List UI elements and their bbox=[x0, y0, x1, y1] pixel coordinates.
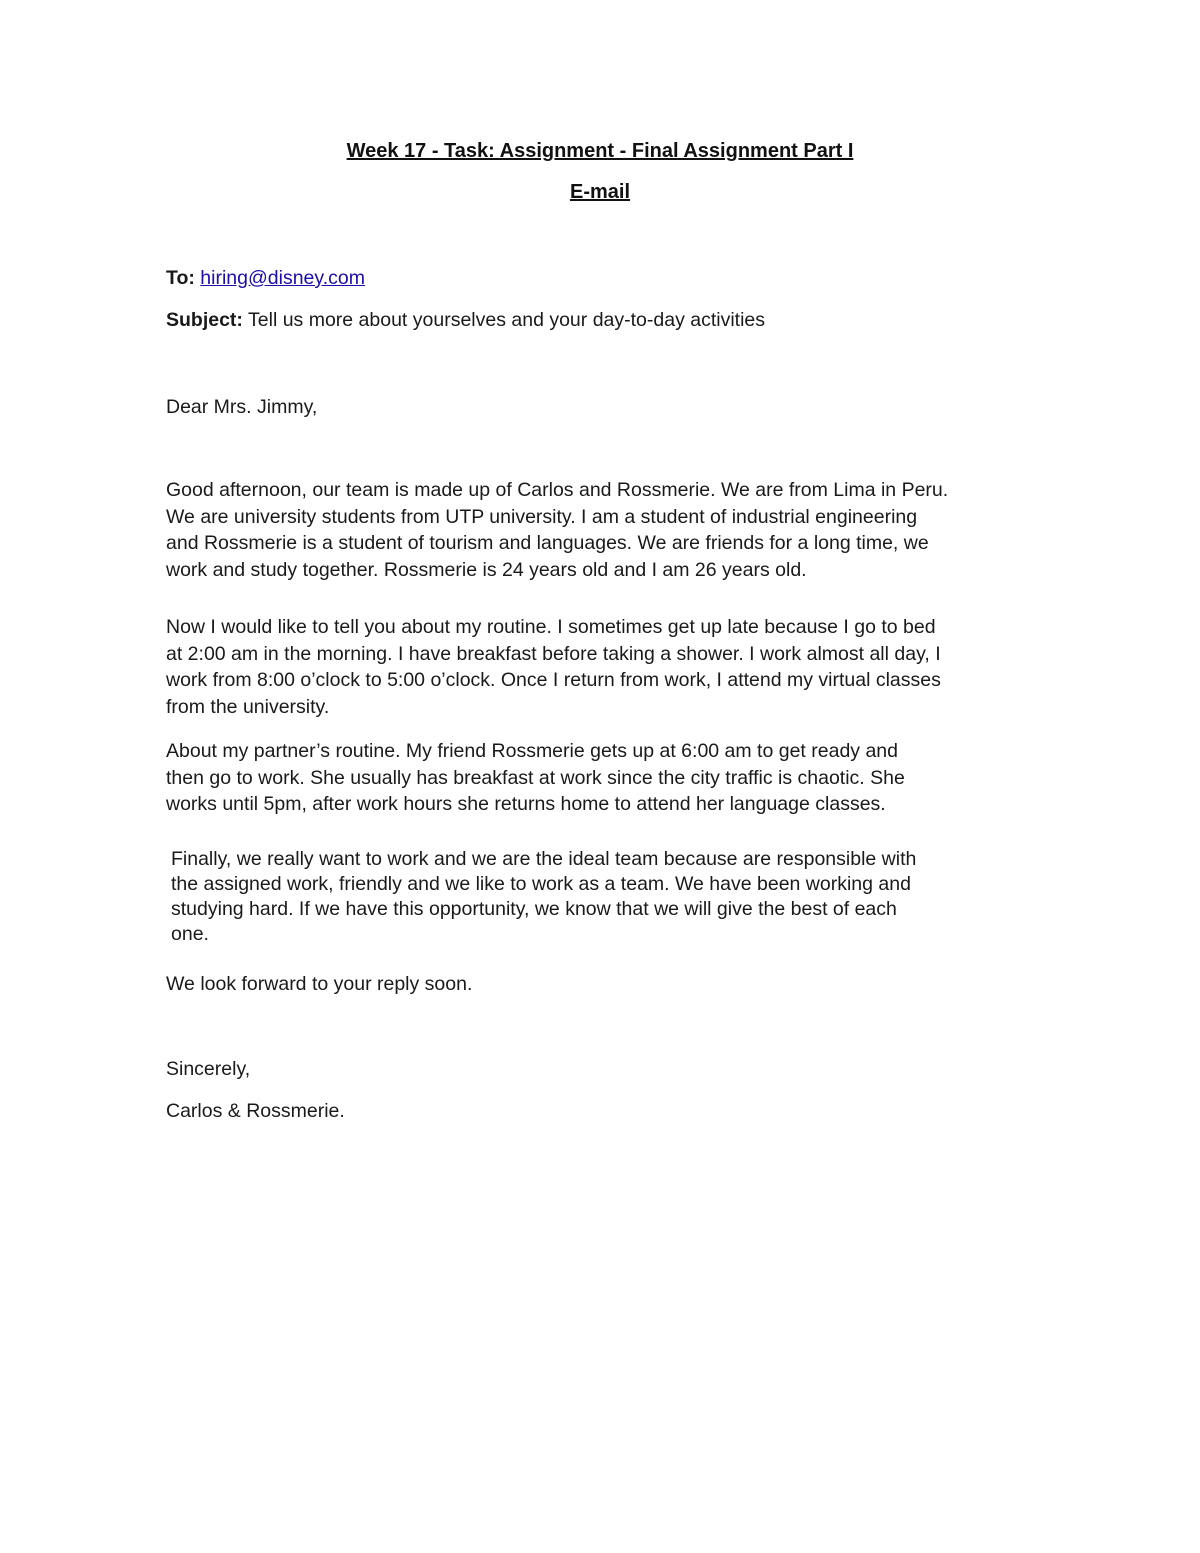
document-subtitle: E-mail bbox=[569, 181, 631, 203]
to-email-link[interactable]: hiring@disney.com bbox=[200, 267, 365, 289]
signoff: Sincerely, bbox=[166, 1058, 251, 1080]
paragraph-line: studying hard. If we have this opportunity, we know that we will give the best of each bbox=[171, 898, 897, 920]
paragraph-line: at 2:00 am in the morning. I have breakfast before taking a shower. I work almost all day, I bbox=[166, 642, 941, 665]
paragraph-line: then go to work. She usually has breakfast at work since the city traffic is chaotic. She bbox=[166, 766, 905, 789]
signature: Carlos & Rossmerie. bbox=[166, 1100, 345, 1122]
greeting: Dear Mrs. Jimmy, bbox=[166, 396, 318, 418]
paragraph-line: Now I would like to tell you about my routine. I sometimes get up late because I go to bed bbox=[166, 616, 936, 638]
paragraph-closing bbox=[171, 847, 1031, 947]
subject-line bbox=[166, 307, 765, 333]
paragraph-line: the assigned work, friendly and we like to work as a team. We have been working and bbox=[171, 873, 911, 895]
to-label: To: bbox=[166, 267, 195, 289]
paragraph-line: one. bbox=[171, 923, 209, 945]
subject-label: Subject: bbox=[166, 309, 243, 331]
paragraph-line: Finally, we really want to work and we are the ideal team because are responsible with bbox=[171, 848, 917, 870]
paragraph-line: work and study together. Rossmerie is 24 years old and I am 26 years old. bbox=[166, 559, 807, 582]
to-line bbox=[166, 265, 365, 291]
document-title: Week 17 - Task: Assignment - Final Assignment Part I bbox=[346, 140, 854, 162]
paragraph-line: About my partner’s routine. My friend Rossmerie gets up at 6:00 am to get ready and bbox=[166, 740, 898, 762]
closing-line: We look forward to your reply soon. bbox=[166, 973, 473, 995]
paragraph-line: work from 8:00 o’clock to 5:00 o’clock. Once I return from work, I attend my virtual classes bbox=[166, 669, 941, 692]
paragraph-line: We are university students from UTP university. I am a student of industrial engineering bbox=[166, 505, 918, 528]
paragraph-routine bbox=[166, 614, 1036, 721]
paragraph-intro bbox=[166, 477, 1036, 584]
paragraph-line: Good afternoon, our team is made up of Carlos and Rossmerie. We are from Lima in Peru. bbox=[166, 479, 949, 501]
subject-value: Tell us more about yourselves and your day-to-day activities bbox=[248, 309, 766, 331]
paragraph-partner-routine bbox=[166, 738, 1036, 818]
paragraph-line: from the university. bbox=[166, 696, 330, 719]
paragraph-line: and Rossmerie is a student of tourism and languages. We are friends for a long time, we bbox=[166, 532, 929, 555]
paragraph-line: works until 5pm, after work hours she returns home to attend her language classes. bbox=[166, 793, 886, 816]
